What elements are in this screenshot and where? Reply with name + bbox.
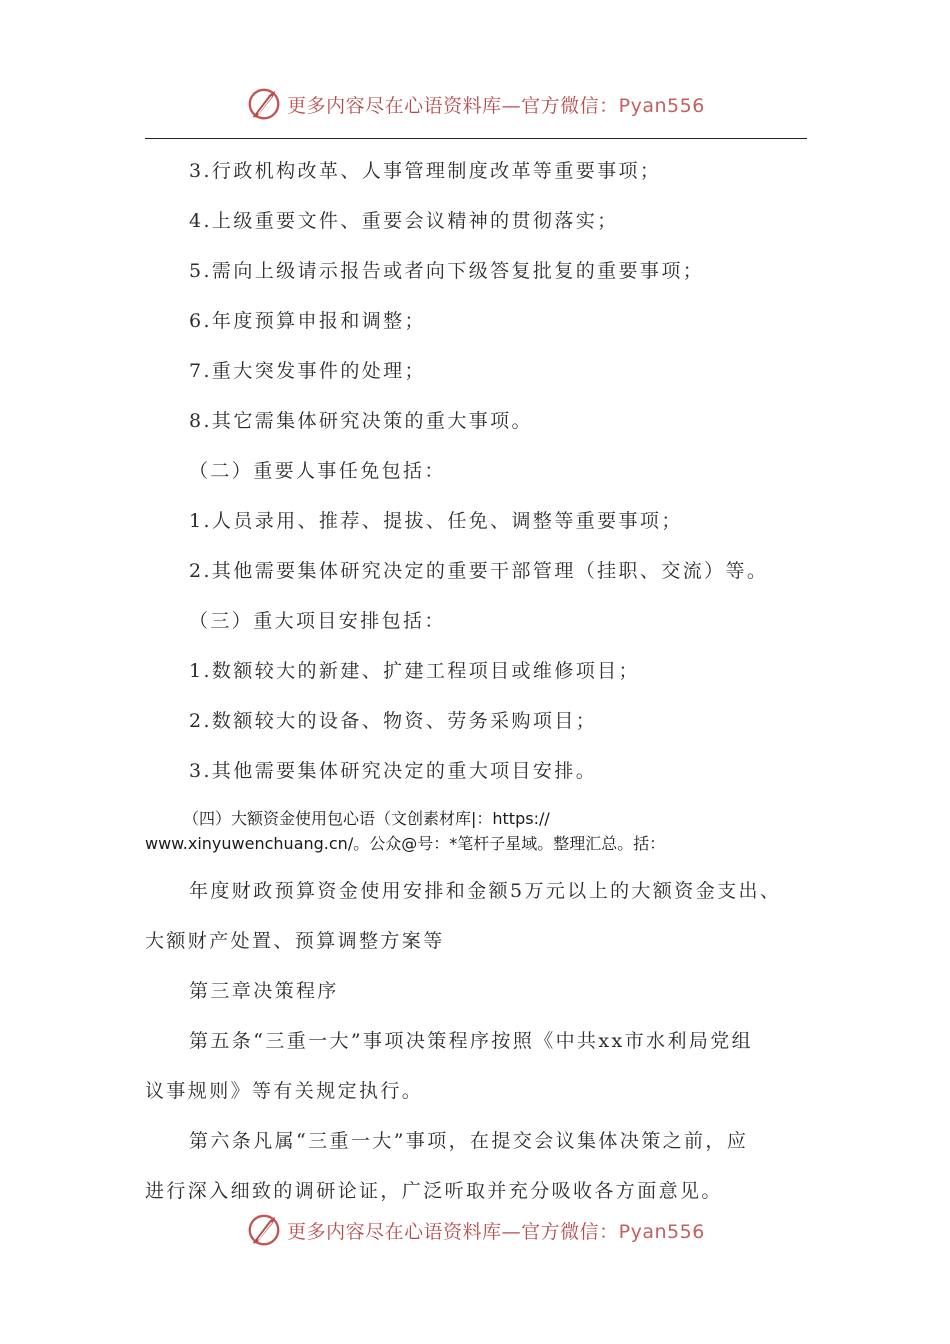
paragraph-continuation: 进行深入细致的调研论证，广泛听取并充分吸收各方面意见。 — [145, 1180, 723, 1202]
banner-title: 更多内容尽在心语资料库—官方微信：Pyan556 — [287, 94, 705, 117]
chapter-title: 第三章决策程序 — [189, 980, 339, 1002]
paragraph: 5.需向上级请示报告或者向下级答复批复的重要事项； — [189, 260, 705, 282]
paragraph: 2.数额较大的设备、物资、劳务采购项目； — [189, 710, 598, 732]
paragraph: 2.其他需要集体研究决定的重要干部管理（挂职、交流）等。 — [189, 560, 769, 582]
section-heading: （二）重要人事任免包括： — [189, 460, 446, 482]
inserted-heading-line2: www.xinyuwenchuang.cn/。公众@号：*笔杆子星域。整理汇总。括： — [145, 834, 666, 853]
paragraph: 8.其它需集体研究决策的重大事项。 — [189, 410, 533, 432]
document-body — [145, 146, 807, 1216]
paragraph: 1.人员录用、推荐、提拔、任免、调整等重要事项； — [189, 510, 683, 532]
paragraph: 1.数额较大的新建、扩建工程项目或维修项目； — [189, 660, 640, 682]
paragraph: 年度财政预算资金使用安排和金额5万元以上的大额资金支出、 — [189, 880, 782, 902]
article-paragraph: 第六条凡属“三重一大”事项，在提交会议集体决策之前，应 — [189, 1130, 749, 1152]
paragraph: 3.其他需要集体研究决定的重大项目安排。 — [189, 760, 598, 782]
article-paragraph: 第五条“三重一大”事项决策程序按照《中共xx市水利局党组 — [189, 1030, 754, 1052]
wechat-id: Pyan556 — [618, 94, 705, 117]
section-heading: （三）重大项目安排包括： — [189, 610, 446, 632]
header-rule — [145, 138, 807, 139]
paragraph: 6.年度预算申报和调整； — [189, 310, 426, 332]
paragraph: 4.上级重要文件、重要会议精神的贯彻落实； — [189, 210, 619, 232]
inserted-heading-line1: （四）大额资金使用包心语（文创素材库|：https:// — [183, 809, 550, 828]
paragraph: 7.重大突发事件的处理； — [189, 360, 426, 382]
footer-banner — [0, 1208, 950, 1252]
quill-pen-icon — [245, 1211, 283, 1249]
wechat-id: Pyan556 — [618, 1220, 705, 1243]
quill-pen-icon — [245, 85, 283, 123]
header-banner — [0, 82, 950, 126]
paragraph-continuation: 大额财产处置、预算调整方案等 — [145, 930, 445, 952]
paragraph: 3.行政机构改革、人事管理制度改革等重要事项； — [189, 160, 662, 182]
paragraph-continuation: 议事规则》等有关规定执行。 — [145, 1080, 424, 1102]
banner-title: 更多内容尽在心语资料库—官方微信：Pyan556 — [287, 1220, 705, 1243]
